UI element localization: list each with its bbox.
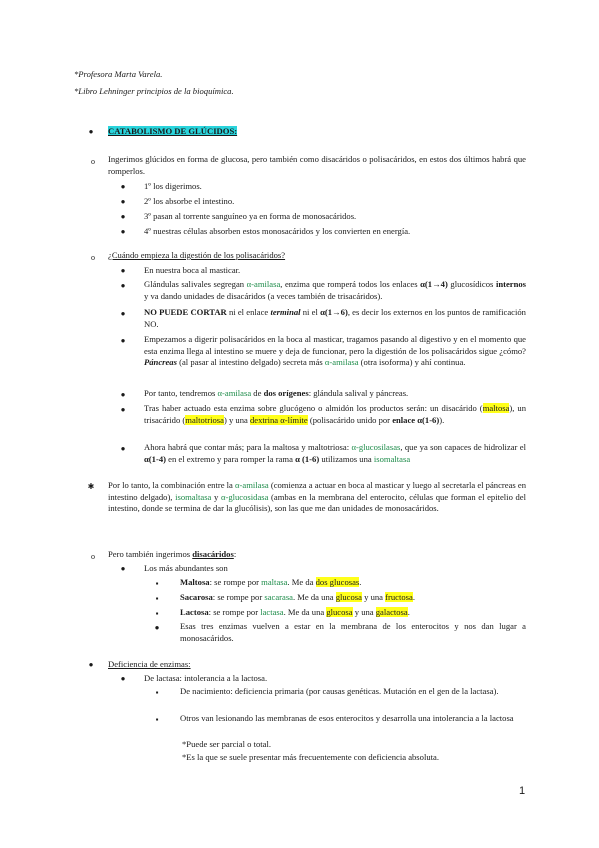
bullet-circle: o	[91, 157, 95, 166]
lactase-deficiency: De lactasa: intolerancia a la lactosa.	[144, 673, 268, 683]
digest-item-6: Tras haber actuado esta enzima sobre glucógeno o almidón los productos serán: un disacárido (maltosa), un trisacárido (maltotriosa) y una dextrina α-límite (polisacárido unido por enlace α(1-6)).	[144, 403, 527, 425]
bullet-square: ▪	[155, 715, 159, 724]
bullet-disc: ●	[120, 281, 126, 290]
bullet-square: ▪	[155, 579, 159, 588]
digestion-question: ¿Cuándo empieza la digestión de los polisacáridos?	[108, 250, 286, 260]
digest-item-7: Ahora habrá que contar más; para la maltosa y maltotriosa: α-glucosilasas, que ya son capaces de hidrolizar el α(1-4) en el extremo y para romper la rama α (1-6) utilizamos una isomaltasa	[144, 442, 526, 464]
summary-paragraph: Por lo tanto, la combinación entre la α-amilasa (comienza a actuar en boca al masticar y luego al secretarla el páncreas en intestino delgado), isomaltasa y α-glucosidasa (ambas en la membrana del enterocito, células que forman el epitelio del intestino, donde se termina de dar la glucólisis), son las que me dan unidades de monosacáridos.	[108, 480, 527, 514]
bullet-star: ✱	[87, 482, 95, 491]
bullet-disc: ●	[120, 444, 126, 453]
bullet-disc: ●	[120, 197, 126, 206]
bullet-square: ▪	[155, 594, 159, 603]
lactose-item: Lactosa: se rompe por lactasa. Me da una glucosa y una galactosa.	[180, 607, 410, 617]
bullet-disc: ●	[120, 405, 126, 414]
bullet-square: ●	[154, 623, 160, 632]
digest-item-3: NO PUEDE CORTAR ni el enlace terminal ni el α(1→6), es decir los externos en los puntos de ramificación NO.	[144, 307, 526, 329]
section-title: CATABOLISMO DE GLÚCIDOS:	[108, 126, 238, 136]
bullet-disc: ●	[120, 227, 126, 236]
bullet-disc: ●	[120, 212, 126, 221]
bullet-disc: ●	[120, 564, 126, 573]
deficiency-title: Deficiencia de enzimas:	[108, 659, 191, 669]
intro-paragraph: Ingerimos glúcidos en forma de glucosa, pero también como disacáridos o polisacáridos, en estos dos últimos habrá que romperlos.	[108, 154, 526, 176]
primary-deficiency: De nacimiento: deficiencia primaria (por causas genéticas. Mutación en el gen de la lactasa).	[180, 686, 499, 696]
bullet-disc: ●	[120, 182, 126, 191]
title-bullet: ●	[88, 127, 94, 136]
intro-step-3: 3º pasan al torrente sanguíneo ya en forma de monosacáridos.	[144, 211, 357, 221]
bullet-disc: ●	[120, 336, 126, 345]
bullet-disc: ●	[120, 390, 126, 399]
bullet-circle: o	[91, 253, 95, 262]
enzymes-note: Esas tres enzimas vuelven a estar en la membrana de los enterocitos y nos dan lugar a monosacáridos.	[180, 621, 526, 643]
secondary-deficiency: Otros van lesionando las membranas de esos enterocitos y desarrolla una intolerancia a la lactosa	[180, 713, 514, 723]
digest-item-4: Empezamos a digerir polisacáridos en la boca al masticar, tragamos pasando al digestivo y en el momento que esta enzima llega al intestino se muere y deja de funcionar, pero la digestión de los polisacáridos sigue ¿cómo? Páncreas (al pasar al intestino delgado) secreta más α-amilasa (otra isoforma) y ahí continua.	[144, 334, 526, 368]
bullet-disc: ●	[88, 660, 94, 669]
maltose-item: Maltosa: se rompe por maltasa. Me da dos glucosas.	[180, 577, 362, 587]
digest-item-5: Por tanto, tendremos α-amilasa de dos orígenes: glándula salival y páncreas.	[144, 388, 409, 398]
bullet-disc: ●	[120, 266, 126, 275]
bullet-disc: ●	[120, 674, 126, 683]
digest-item-2: Glándulas salivales segregan α-amilasa, enzima que romperá todos los enlaces α(1→4) glucosídicos internos y va dando unidades de disacáridos (a veces también de trisacáridos).	[144, 279, 527, 301]
page-number: 1	[519, 785, 526, 797]
source-book: *Libro Lehninger principios de la bioquímica.	[74, 86, 234, 96]
bullet-circle: o	[91, 552, 95, 561]
disaccharides-heading: Pero también ingerimos disacáridos:	[108, 549, 237, 559]
bullet-square: ▪	[155, 609, 159, 618]
digest-item-1: En nuestra boca al masticar.	[144, 265, 241, 275]
intro-step-1: 1º los digerimos.	[144, 181, 202, 191]
bullet-square: ▪	[155, 688, 159, 697]
source-teacher: *Profesora Marta Varela.	[74, 69, 163, 79]
note-absolute: *Es la que se suele presentar más frecuentemente con deficiencia absoluta.	[182, 752, 439, 762]
note-partial-total: *Puede ser parcial o total.	[182, 739, 272, 749]
intro-step-2: 2º los absorbe el intestino.	[144, 196, 235, 206]
sucrose-item: Sacarosa: se rompe por sacarasa. Me da una glucosa y una fructosa.	[180, 592, 415, 602]
bullet-disc: ●	[120, 309, 126, 318]
disaccharides-subheading: Los más abundantes son	[144, 563, 228, 573]
intro-step-4: 4º nuestras células absorben estos monosacáridos y los convierten en energía.	[144, 226, 411, 236]
